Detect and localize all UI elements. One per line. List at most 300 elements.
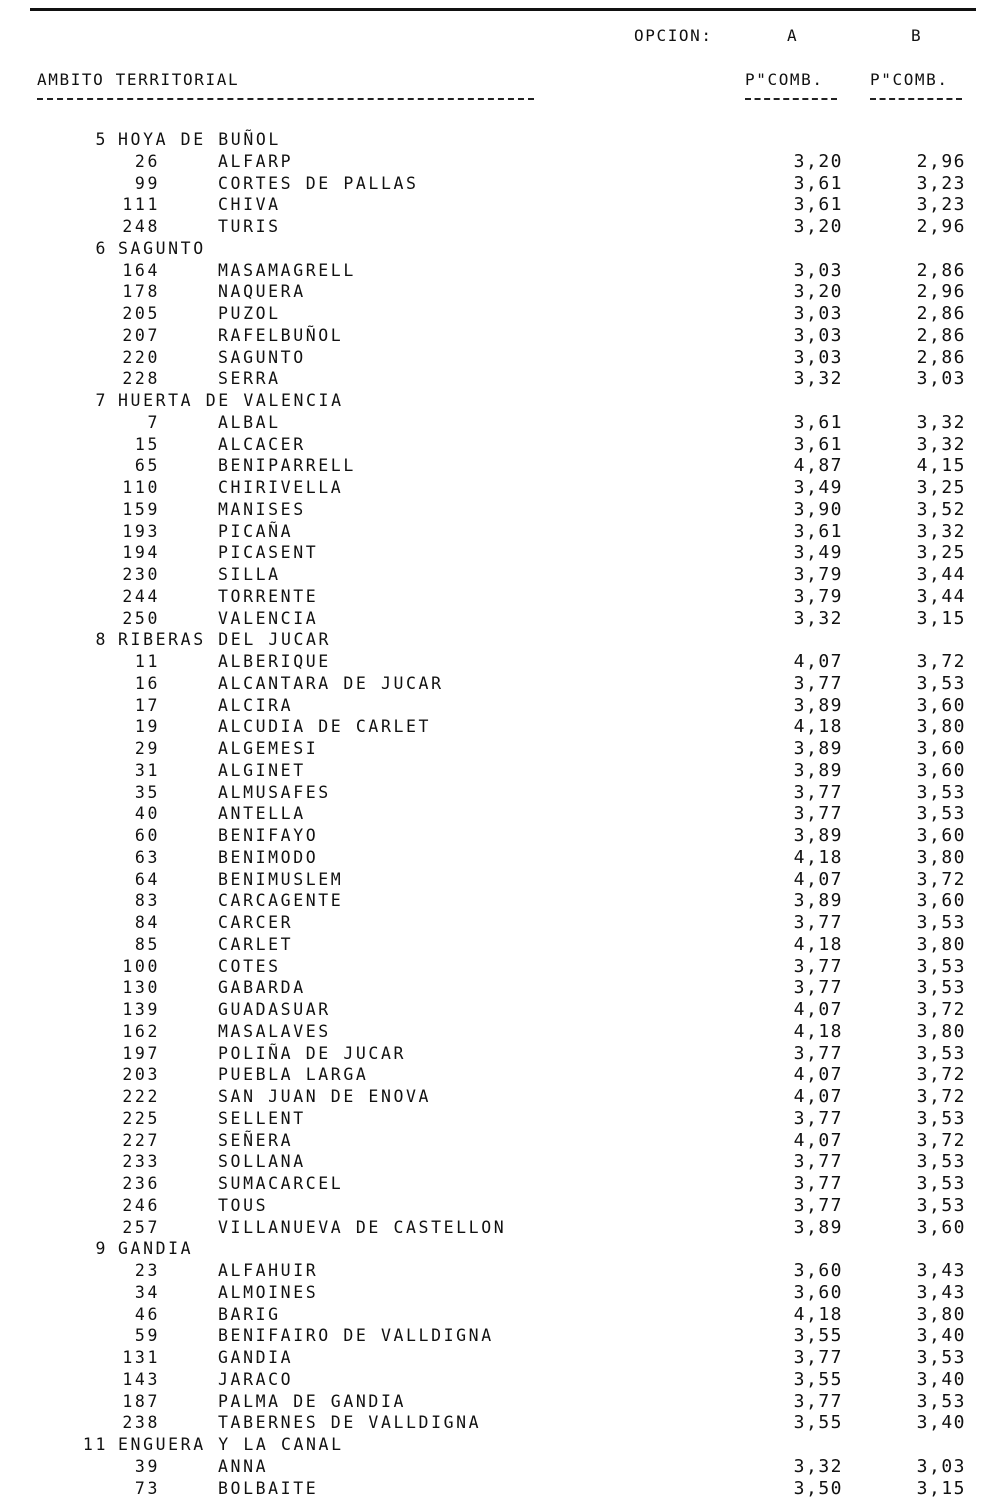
value-option-b: 3,80 xyxy=(916,846,966,868)
municipality-row xyxy=(0,1217,1000,1239)
value-option-a: 4,07 xyxy=(793,1129,843,1151)
municipality-name: ALMOINES xyxy=(218,1282,319,1302)
municipality-row xyxy=(0,151,1000,173)
municipality-row xyxy=(0,1260,1000,1282)
municipality-row xyxy=(0,194,1000,216)
value-option-b: 3,25 xyxy=(916,477,966,498)
value-option-b: 3,03 xyxy=(916,368,966,390)
municipality-row xyxy=(0,695,1000,717)
territory-column-header: AMBITO TERRITORIAL xyxy=(37,70,240,89)
municipality-code: 244 xyxy=(122,586,160,606)
municipality-code: 250 xyxy=(122,608,160,628)
value-option-b: 4,15 xyxy=(916,455,966,477)
municipality-row xyxy=(0,1086,1000,1108)
municipality-row xyxy=(0,1173,1000,1195)
group-number: 5 xyxy=(95,130,108,149)
municipality-code: 110 xyxy=(122,478,160,497)
column-b-header: P"COMB. xyxy=(870,70,949,89)
municipality-code: 35 xyxy=(134,782,160,802)
municipality-row xyxy=(0,847,1000,869)
value-option-b: 3,72 xyxy=(916,1064,966,1086)
municipality-name: VILLANUEVA DE CASTELLON xyxy=(218,1217,507,1237)
value-option-b: 3,72 xyxy=(916,1129,966,1151)
municipality-row xyxy=(0,803,1000,825)
value-option-a: 3,60 xyxy=(793,1260,843,1281)
municipality-code: 205 xyxy=(122,304,160,323)
municipality-row xyxy=(0,325,1000,347)
value-option-b: 2,86 xyxy=(916,303,966,324)
municipality-row xyxy=(0,1043,1000,1065)
municipality-name: GANDIA xyxy=(218,1348,294,1367)
municipality-code: 187 xyxy=(122,1391,160,1411)
municipality-code: 31 xyxy=(134,760,160,780)
value-option-a: 3,89 xyxy=(793,759,843,781)
municipality-row xyxy=(0,1369,1000,1391)
value-option-a: 3,03 xyxy=(793,346,843,368)
municipality-code: 63 xyxy=(134,847,160,867)
value-option-a: 3,61 xyxy=(793,520,843,542)
group-row xyxy=(0,390,1000,412)
value-option-b: 3,60 xyxy=(916,890,966,912)
value-option-b: 3,44 xyxy=(916,585,966,607)
municipality-row xyxy=(0,956,1000,978)
municipality-name: PICAÑA xyxy=(218,521,294,541)
group-row xyxy=(0,238,1000,260)
municipality-row xyxy=(0,1195,1000,1217)
municipality-name: ALCANTARA DE JUCAR xyxy=(218,673,444,693)
municipality-code: 228 xyxy=(122,369,160,389)
municipality-row xyxy=(0,477,1000,499)
municipality-code: 60 xyxy=(134,826,160,845)
municipality-row xyxy=(0,1304,1000,1326)
municipality-code: 17 xyxy=(134,695,160,715)
municipality-row xyxy=(0,1151,1000,1173)
group-name: ENGUERA Y LA CANAL xyxy=(118,1435,344,1454)
municipality-row xyxy=(0,1108,1000,1130)
municipality-name: BENIFAYO xyxy=(218,826,319,845)
municipality-code: 207 xyxy=(122,325,160,345)
value-option-a: 3,77 xyxy=(793,803,843,825)
value-option-b: 3,53 xyxy=(916,1194,966,1216)
value-option-a: 4,18 xyxy=(793,846,843,868)
group-number: 7 xyxy=(95,391,108,410)
value-option-a: 3,20 xyxy=(793,281,843,303)
municipality-row xyxy=(0,673,1000,695)
value-option-b: 3,53 xyxy=(916,1347,966,1368)
municipality-code: 194 xyxy=(122,543,160,563)
value-option-a: 3,89 xyxy=(793,1216,843,1238)
group-name: HUERTA DE VALENCIA xyxy=(118,391,344,410)
municipality-name: NAQUERA xyxy=(218,282,306,302)
municipality-row xyxy=(0,542,1000,564)
municipality-name: GUADASUAR xyxy=(218,1000,331,1019)
municipality-row xyxy=(0,1391,1000,1413)
value-option-a: 3,77 xyxy=(793,1107,843,1129)
municipality-row xyxy=(0,977,1000,999)
value-option-a: 3,61 xyxy=(793,172,843,194)
municipality-name: PALMA DE GANDIA xyxy=(218,1391,407,1411)
municipality-code: 233 xyxy=(122,1152,160,1172)
municipality-code: 7 xyxy=(147,412,160,432)
group-name: RIBERAS DEL JUCAR xyxy=(118,630,332,650)
municipality-name: MASALAVES xyxy=(218,1021,331,1041)
value-option-a: 3,03 xyxy=(793,259,843,281)
municipality-code: 15 xyxy=(134,434,160,454)
value-option-b: 3,32 xyxy=(916,520,966,542)
municipality-name: ALCUDIA DE CARLET xyxy=(218,717,432,737)
municipality-code: 162 xyxy=(122,1021,160,1041)
value-option-a: 3,77 xyxy=(793,912,843,933)
municipality-name: RAFELBUÑOL xyxy=(218,325,344,345)
municipality-row xyxy=(0,738,1000,760)
municipality-name: ALMUSAFES xyxy=(218,782,331,802)
municipality-row xyxy=(0,412,1000,434)
municipality-row xyxy=(0,173,1000,195)
group-row xyxy=(0,629,1000,651)
value-option-a: 3,89 xyxy=(793,694,843,716)
value-option-b: 3,23 xyxy=(916,172,966,194)
value-option-a: 4,18 xyxy=(793,933,843,955)
territory-header-underline xyxy=(37,98,534,100)
municipality-name: TABERNES DE VALLDIGNA xyxy=(218,1413,482,1433)
municipality-row xyxy=(0,716,1000,738)
municipality-name: SAGUNTO xyxy=(218,347,306,367)
municipality-code: 222 xyxy=(122,1087,160,1106)
value-option-a: 3,77 xyxy=(793,1390,843,1412)
municipality-code: 84 xyxy=(134,913,160,932)
municipality-row xyxy=(0,1347,1000,1369)
municipality-row xyxy=(0,760,1000,782)
value-option-b: 3,43 xyxy=(916,1281,966,1303)
value-option-b: 3,23 xyxy=(916,194,966,216)
municipality-row xyxy=(0,347,1000,369)
value-option-a: 3,55 xyxy=(793,1325,843,1347)
municipality-name: ANNA xyxy=(218,1456,269,1476)
municipality-name: BENIMUSLEM xyxy=(218,869,344,889)
municipality-row xyxy=(0,608,1000,630)
municipality-code: 19 xyxy=(134,717,160,737)
value-option-a: 3,77 xyxy=(793,672,843,694)
municipality-name: BENIMODO xyxy=(218,847,319,867)
column-a-underline xyxy=(745,98,837,100)
municipality-code: 46 xyxy=(134,1304,160,1324)
column-b-underline xyxy=(870,98,962,100)
municipality-code: 130 xyxy=(122,978,160,998)
municipality-name: ALGEMESI xyxy=(218,739,319,758)
value-option-a: 4,07 xyxy=(793,1064,843,1086)
municipality-name: ALBERIQUE xyxy=(218,652,331,671)
value-option-a: 3,89 xyxy=(793,890,843,912)
value-option-a: 4,18 xyxy=(793,716,843,738)
value-option-a: 3,61 xyxy=(793,433,843,455)
municipality-name: CARCER xyxy=(218,913,294,932)
municipality-code: 143 xyxy=(122,1369,160,1389)
value-option-b: 3,53 xyxy=(916,803,966,825)
value-option-a: 3,61 xyxy=(793,411,843,433)
municipality-code: 227 xyxy=(122,1130,160,1150)
municipality-row xyxy=(0,303,1000,325)
value-option-b: 3,03 xyxy=(916,1455,966,1477)
municipality-name: BENIFAIRO DE VALLDIGNA xyxy=(218,1326,494,1346)
municipality-code: 83 xyxy=(134,891,160,911)
municipality-code: 225 xyxy=(122,1108,160,1128)
municipality-code: 100 xyxy=(122,956,160,976)
value-option-a: 3,79 xyxy=(793,585,843,607)
value-option-a: 4,07 xyxy=(793,651,843,672)
municipality-code: 65 xyxy=(134,456,160,476)
municipality-code: 85 xyxy=(134,934,160,954)
value-option-a: 4,07 xyxy=(793,1086,843,1107)
municipality-name: SERRA xyxy=(218,369,281,389)
municipality-code: 159 xyxy=(122,499,160,519)
value-option-b: 3,53 xyxy=(916,781,966,803)
municipality-code: 246 xyxy=(122,1195,160,1215)
municipality-name: ALCACER xyxy=(218,434,306,454)
municipality-row xyxy=(0,934,1000,956)
value-option-b: 3,40 xyxy=(916,1368,966,1390)
value-option-b: 3,53 xyxy=(916,1042,966,1064)
municipality-code: 203 xyxy=(122,1065,160,1085)
municipality-code: 178 xyxy=(122,282,160,302)
value-option-b: 2,96 xyxy=(916,216,966,237)
municipality-row xyxy=(0,281,1000,303)
value-option-a: 4,87 xyxy=(793,455,843,477)
municipality-code: 111 xyxy=(122,195,160,215)
group-name: HOYA DE BUÑOL xyxy=(118,130,281,149)
value-option-a: 3,77 xyxy=(793,1151,843,1173)
municipality-code: 193 xyxy=(122,521,160,541)
value-option-a: 3,89 xyxy=(793,738,843,759)
municipality-name: TORRENTE xyxy=(218,586,319,606)
value-option-b: 3,80 xyxy=(916,933,966,955)
value-option-a: 3,32 xyxy=(793,1455,843,1477)
value-option-a: 3,90 xyxy=(793,498,843,520)
value-option-b: 3,72 xyxy=(916,868,966,890)
value-option-b: 3,15 xyxy=(916,1477,966,1499)
value-option-a: 4,07 xyxy=(793,999,843,1020)
municipality-row xyxy=(0,782,1000,804)
value-option-b: 3,80 xyxy=(916,716,966,738)
municipality-name: SELLENT xyxy=(218,1108,306,1128)
municipality-code: 139 xyxy=(122,1000,160,1019)
municipality-code: 99 xyxy=(134,173,160,193)
municipality-code: 40 xyxy=(134,804,160,824)
value-option-a: 3,49 xyxy=(793,542,843,564)
municipality-row xyxy=(0,564,1000,586)
column-a-header: P"COMB. xyxy=(745,70,824,89)
value-option-b: 3,52 xyxy=(916,498,966,520)
municipality-code: 26 xyxy=(134,151,160,171)
group-number: 6 xyxy=(95,238,108,258)
municipality-code: 131 xyxy=(122,1348,160,1367)
municipality-name: MANISES xyxy=(218,499,306,519)
option-a-label: A xyxy=(787,26,799,45)
municipality-name: CHIRIVELLA xyxy=(218,478,344,497)
value-option-b: 2,86 xyxy=(916,324,966,346)
municipality-row xyxy=(0,1456,1000,1478)
municipality-code: 23 xyxy=(134,1261,160,1280)
group-number: 11 xyxy=(82,1435,108,1454)
municipality-row xyxy=(0,499,1000,521)
value-option-b: 3,53 xyxy=(916,1173,966,1194)
value-option-b: 3,72 xyxy=(916,999,966,1020)
value-option-b: 3,80 xyxy=(916,1303,966,1325)
value-option-b: 3,32 xyxy=(916,433,966,455)
municipality-row xyxy=(0,869,1000,891)
value-option-a: 3,77 xyxy=(793,955,843,977)
municipality-code: 197 xyxy=(122,1043,160,1063)
municipality-name: CARLET xyxy=(218,934,294,954)
municipality-name: ALBAL xyxy=(218,412,281,432)
group-name: SAGUNTO xyxy=(118,238,206,258)
municipality-row xyxy=(0,586,1000,608)
municipality-code: 236 xyxy=(122,1174,160,1193)
group-row xyxy=(0,129,1000,151)
municipality-name: GABARDA xyxy=(218,978,306,998)
value-option-a: 3,32 xyxy=(793,607,843,629)
territory-table xyxy=(0,129,1000,1499)
municipality-code: 34 xyxy=(134,1282,160,1302)
municipality-name: BARIG xyxy=(218,1304,281,1324)
municipality-row xyxy=(0,912,1000,934)
group-name: GANDIA xyxy=(118,1239,194,1259)
option-b-label: B xyxy=(911,26,923,45)
municipality-name: CORTES DE PALLAS xyxy=(218,173,419,193)
value-option-b: 3,32 xyxy=(916,411,966,433)
municipality-name: SEÑERA xyxy=(218,1130,294,1150)
municipality-name: VALENCIA xyxy=(218,608,319,628)
municipality-row xyxy=(0,1412,1000,1434)
value-option-a: 3,77 xyxy=(793,1042,843,1064)
value-option-b: 3,60 xyxy=(916,759,966,781)
value-option-a: 3,20 xyxy=(793,216,843,237)
municipality-row xyxy=(0,1478,1000,1500)
municipality-name: TURIS xyxy=(218,217,281,236)
municipality-name: PUZOL xyxy=(218,304,281,323)
municipality-name: SUMACARCEL xyxy=(218,1174,344,1193)
municipality-code: 257 xyxy=(122,1217,160,1237)
value-option-b: 3,53 xyxy=(916,1390,966,1412)
municipality-code: 64 xyxy=(134,869,160,889)
municipality-row xyxy=(0,1021,1000,1043)
value-option-b: 2,86 xyxy=(916,346,966,368)
municipality-code: 29 xyxy=(134,739,160,758)
value-option-a: 3,55 xyxy=(793,1412,843,1434)
value-option-a: 3,79 xyxy=(793,564,843,585)
municipality-name: ANTELLA xyxy=(218,804,306,824)
value-option-b: 3,15 xyxy=(916,607,966,629)
value-option-b: 3,53 xyxy=(916,1107,966,1129)
municipality-code: 238 xyxy=(122,1413,160,1433)
value-option-b: 2,86 xyxy=(916,259,966,281)
top-rule xyxy=(30,8,976,11)
value-option-b: 3,53 xyxy=(916,912,966,933)
value-option-b: 3,40 xyxy=(916,1325,966,1347)
municipality-code: 11 xyxy=(134,652,160,671)
value-option-a: 4,18 xyxy=(793,1020,843,1042)
value-option-b: 3,72 xyxy=(916,1086,966,1107)
municipality-row xyxy=(0,651,1000,673)
municipality-name: ALGINET xyxy=(218,760,306,780)
municipality-name: CHIVA xyxy=(218,195,281,215)
value-option-b: 3,53 xyxy=(916,672,966,694)
group-row xyxy=(0,1434,1000,1456)
value-option-a: 3,61 xyxy=(793,194,843,216)
value-option-a: 3,32 xyxy=(793,368,843,390)
municipality-code: 59 xyxy=(134,1326,160,1346)
value-option-a: 4,18 xyxy=(793,1303,843,1325)
municipality-row xyxy=(0,216,1000,238)
municipality-code: 230 xyxy=(122,565,160,584)
value-option-b: 3,25 xyxy=(916,542,966,564)
value-option-a: 3,77 xyxy=(793,1194,843,1216)
municipality-row xyxy=(0,521,1000,543)
municipality-name: PICASENT xyxy=(218,543,319,563)
value-option-b: 3,53 xyxy=(916,1151,966,1173)
value-option-a: 3,77 xyxy=(793,1347,843,1368)
value-option-b: 3,40 xyxy=(916,1412,966,1434)
value-option-b: 3,60 xyxy=(916,1216,966,1238)
municipality-row xyxy=(0,434,1000,456)
value-option-a: 3,20 xyxy=(793,150,843,172)
value-option-a: 3,55 xyxy=(793,1368,843,1390)
value-option-b: 2,96 xyxy=(916,281,966,303)
municipality-row xyxy=(0,825,1000,847)
municipality-row xyxy=(0,260,1000,282)
municipality-code: 16 xyxy=(134,673,160,693)
municipality-row xyxy=(0,1064,1000,1086)
municipality-code: 220 xyxy=(122,347,160,367)
municipality-name: ALCIRA xyxy=(218,695,294,715)
municipality-name: PUEBLA LARGA xyxy=(218,1065,369,1085)
value-option-a: 3,60 xyxy=(793,1281,843,1303)
municipality-code: 73 xyxy=(134,1478,160,1498)
municipality-code: 39 xyxy=(134,1456,160,1476)
municipality-name: BOLBAITE xyxy=(218,1478,319,1498)
value-option-a: 3,77 xyxy=(793,781,843,803)
value-option-a: 3,50 xyxy=(793,1477,843,1499)
municipality-name: CARCAGENTE xyxy=(218,891,344,911)
value-option-a: 3,03 xyxy=(793,324,843,346)
value-option-b: 3,44 xyxy=(916,564,966,585)
municipality-name: MASAMAGRELL xyxy=(218,260,356,280)
municipality-row xyxy=(0,890,1000,912)
municipality-name: JARACO xyxy=(218,1369,294,1389)
value-option-a: 3,03 xyxy=(793,303,843,324)
value-option-a: 3,77 xyxy=(793,1173,843,1194)
municipality-name: SAN JUAN DE ENOVA xyxy=(218,1087,432,1106)
value-option-b: 3,80 xyxy=(916,1020,966,1042)
municipality-name: ALFAHUIR xyxy=(218,1261,319,1280)
municipality-row xyxy=(0,1282,1000,1304)
municipality-row xyxy=(0,1325,1000,1347)
municipality-row xyxy=(0,999,1000,1021)
municipality-row xyxy=(0,1130,1000,1152)
value-option-b: 3,53 xyxy=(916,977,966,999)
municipality-name: SOLLANA xyxy=(218,1152,306,1172)
value-option-b: 3,53 xyxy=(916,955,966,977)
municipality-name: BENIPARRELL xyxy=(218,456,356,476)
municipality-name: POLIÑA DE JUCAR xyxy=(218,1043,407,1063)
value-option-b: 2,96 xyxy=(916,150,966,172)
municipality-code: 248 xyxy=(122,217,160,236)
value-option-b: 3,60 xyxy=(916,825,966,846)
option-label: OPCION: xyxy=(634,26,713,45)
municipality-name: SILLA xyxy=(218,565,281,584)
value-option-a: 3,49 xyxy=(793,477,843,498)
value-option-a: 3,89 xyxy=(793,825,843,846)
municipality-row xyxy=(0,455,1000,477)
